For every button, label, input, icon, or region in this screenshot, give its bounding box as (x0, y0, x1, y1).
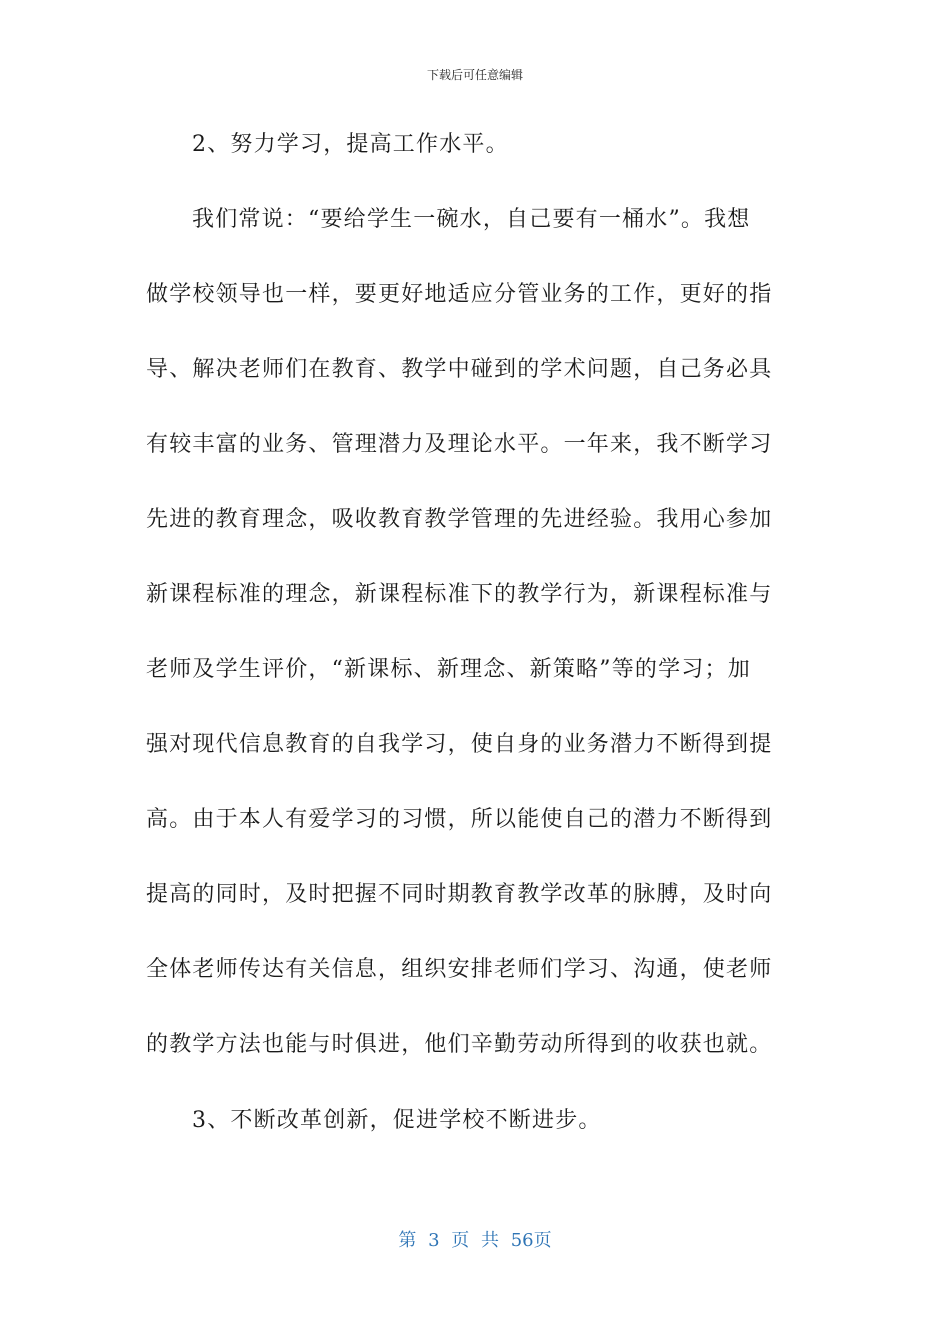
paragraph-line: 有较丰富的业务、管理潜力及理论水平。一年来，我不断学习 (146, 432, 773, 457)
section-heading-2: 2、努力学习，提高工作水平。 (192, 132, 509, 157)
paragraph-line: 提高的同时，及时把握不同时期教育教学改革的脉膊，及时向 (146, 882, 773, 907)
paragraph-line: 新课程标准的理念，新课程标准下的教学行为，新课程标准与 (146, 582, 773, 607)
paragraph-line: 先进的教育理念，吸收教育教学管理的先进经验。我用心参加 (146, 507, 773, 532)
paragraph-line: 导、解决老师们在教育、教学中碰到的学术问题，自己务必具 (146, 357, 773, 382)
paragraph-line: 的教学方法也能与时俱进，他们辛勤劳动所得到的收获也就。 (146, 1032, 773, 1057)
paragraph-line: 强对现代信息教育的自我学习，使自身的业务潜力不断得到提 (146, 732, 773, 757)
paragraph-line: 高。由于本人有爱学习的习惯，所以能使自己的潜力不断得到 (146, 807, 773, 832)
paragraph-line: 老师及学生评价，“新课标、新理念、新策略”等的学习；加 (146, 657, 751, 682)
paragraph-line: 做学校领导也一样，要更好地适应分管业务的工作，更好的指 (146, 282, 773, 307)
paragraph-line: 我们常说：“要给学生一碗水，自己要有一桶水”。我想 (192, 207, 751, 232)
section-heading-3: 3、不断改革创新，促进学校不断进步。 (192, 1108, 602, 1133)
paragraph-line: 全体老师传达有关信息，组织安排老师们学习、沟通，使老师 (146, 957, 773, 982)
page-header: 下载后可任意编辑 (426, 68, 523, 82)
page-number-footer: 第 3 页 共 56页 (398, 1230, 552, 1251)
